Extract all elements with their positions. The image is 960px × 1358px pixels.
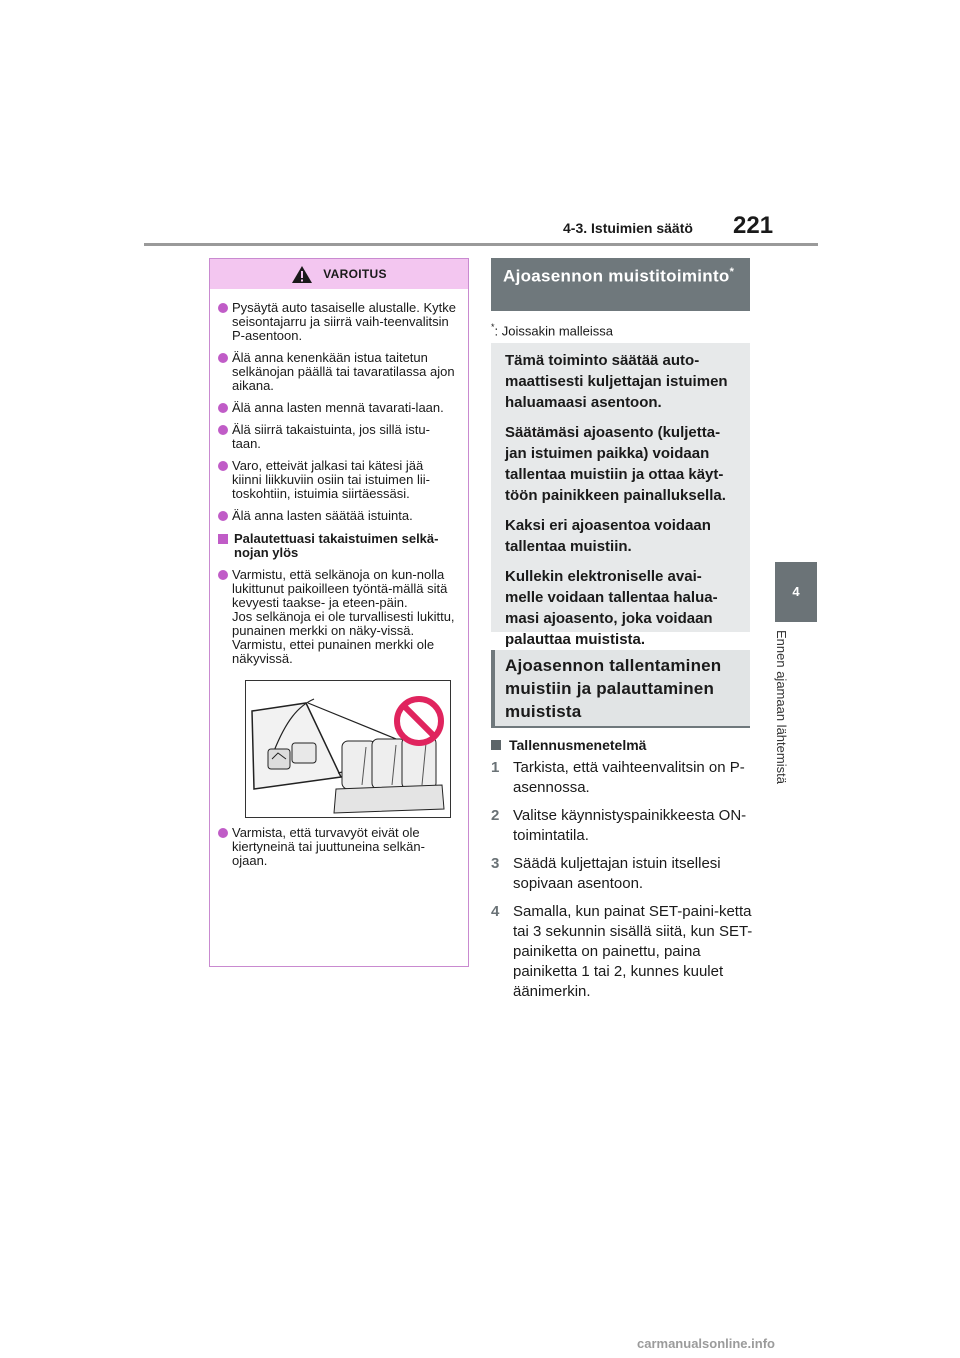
- square-bullet-icon: [491, 740, 501, 750]
- warning-box: [209, 258, 469, 967]
- warning-text: Älä anna lasten mennä tavarati-laan.: [232, 400, 444, 415]
- page-number: 221: [733, 212, 774, 239]
- intro-box: [491, 343, 750, 648]
- intro-paragraph: Kaksi eri ajoasentoa voidaan tallentaa muistiin.: [505, 517, 711, 555]
- chapter-tab-label: Ennen ajamaan lähtemistä: [774, 630, 789, 784]
- list-item: [218, 301, 456, 343]
- step-item: 2 Valitse käynnistyspainikkeesta ON-toimintatila.: [491, 807, 747, 844]
- step-item: 4 Samalla, kun painat SET-paini-ketta tai 3 sekunnin sisällä siitä, kun SET-painiketta on painettu, paina painiketta 1 tai 2, kunnes kuulet äänimerkin.: [491, 903, 753, 1000]
- square-bullet-icon: [218, 534, 228, 544]
- warning-text: Älä siirrä takaistuinta, jos sillä istu-taan.: [232, 422, 430, 451]
- step-item: 3 Säädä kuljettajan istuin itsellesi sopivaan asentoon.: [491, 855, 721, 892]
- list-item: [218, 509, 456, 523]
- intro-paragraph: Kullekin elektroniselle avai-melle voidaan tallentaa halua-masi ajoasento, joka voidaan palauttaa muistista.: [505, 568, 718, 648]
- warning-subheading: Palautettuasi takaistuimen selkä-nojan ylös: [218, 532, 456, 560]
- bullet-icon: [218, 403, 228, 413]
- bullet-icon: [218, 828, 228, 838]
- warning-title: VAROITUS: [323, 267, 387, 281]
- list-item: [218, 401, 456, 415]
- list-item: [218, 568, 456, 666]
- list-item: [218, 826, 456, 868]
- warning-text: Älä anna lasten säätää istuinta.: [232, 508, 413, 523]
- warning-text: Älä anna kenenkään istua taitetun selkänojan päällä tai tavaratilassa ajon aikana.: [232, 350, 455, 393]
- warning-text: Varmistu, että selkänoja on kun-nolla lukittunut paikoilleen työntä-mällä sitä kevyesti taakse- ja eteen-päin. Jos selkänoja ei ole turvallisesti lukittu, punainen merkki on näky-vissä. Varmistu, ettei punainen merkki ole näkyvissä.: [232, 567, 455, 666]
- list-item: [218, 459, 456, 501]
- bullet-icon: [218, 303, 228, 313]
- list-item: [218, 423, 456, 451]
- header-divider: [144, 243, 818, 246]
- method-heading: Tallennusmenetelmä: [491, 737, 646, 753]
- footnote: *: Joissakin malleissa: [491, 322, 614, 339]
- bullet-icon: [218, 511, 228, 521]
- list-item: [218, 351, 456, 393]
- bullet-icon: [218, 353, 228, 363]
- subsection-heading: Ajoasennon tallentaminen muistiin ja palauttaminen muistista: [491, 650, 750, 728]
- footnote-mark: *: [729, 266, 735, 278]
- chapter-tab-number: 4: [775, 562, 817, 622]
- seat-illustration: [245, 680, 451, 818]
- watermark-link[interactable]: carmanualsonline.info: [637, 1336, 775, 1351]
- step-item: 1 Tarkista, että vaihteenvalitsin on P-asennossa.: [491, 759, 745, 796]
- bullet-icon: [218, 570, 228, 580]
- warning-triangle-icon: [291, 265, 313, 284]
- warning-text: Pysäytä auto tasaiselle alustalle. Kytke seisontajarru ja siirrä vaih-teenvalitsin P-asentoon.: [232, 300, 457, 343]
- rear-seat-image: [246, 681, 451, 818]
- warning-body: [210, 289, 468, 868]
- bullet-icon: [218, 461, 228, 471]
- section-heading: Ajoasennon muistitoiminto*: [491, 258, 750, 311]
- section-title: 4-3. Istuimien säätö: [563, 220, 693, 236]
- warning-text: Varmista, että turvavyöt eivät ole kiertyneinä tai juuttuneina selkän-ojaan.: [232, 825, 425, 868]
- steps-list: [491, 758, 753, 1010]
- warning-header: [210, 259, 468, 289]
- intro-paragraph: Säätämäsi ajoasento (kuljetta-jan istuimen paikka) voidaan tallentaa muistiin ja ottaa käyt-töön painikkeen painalluksella.: [505, 424, 726, 504]
- intro-paragraph: Tämä toiminto säätää auto-maattisesti kuljettajan istuimen haluamaasi asentoon.: [505, 352, 728, 411]
- bullet-icon: [218, 425, 228, 435]
- chapter-tab: [774, 630, 812, 820]
- warning-text: Varo, etteivät jalkasi tai kätesi jää kiinni liikkuviin osiin tai istuimen lii-toskohtiin, istuimia siirtäessäsi.: [232, 458, 430, 501]
